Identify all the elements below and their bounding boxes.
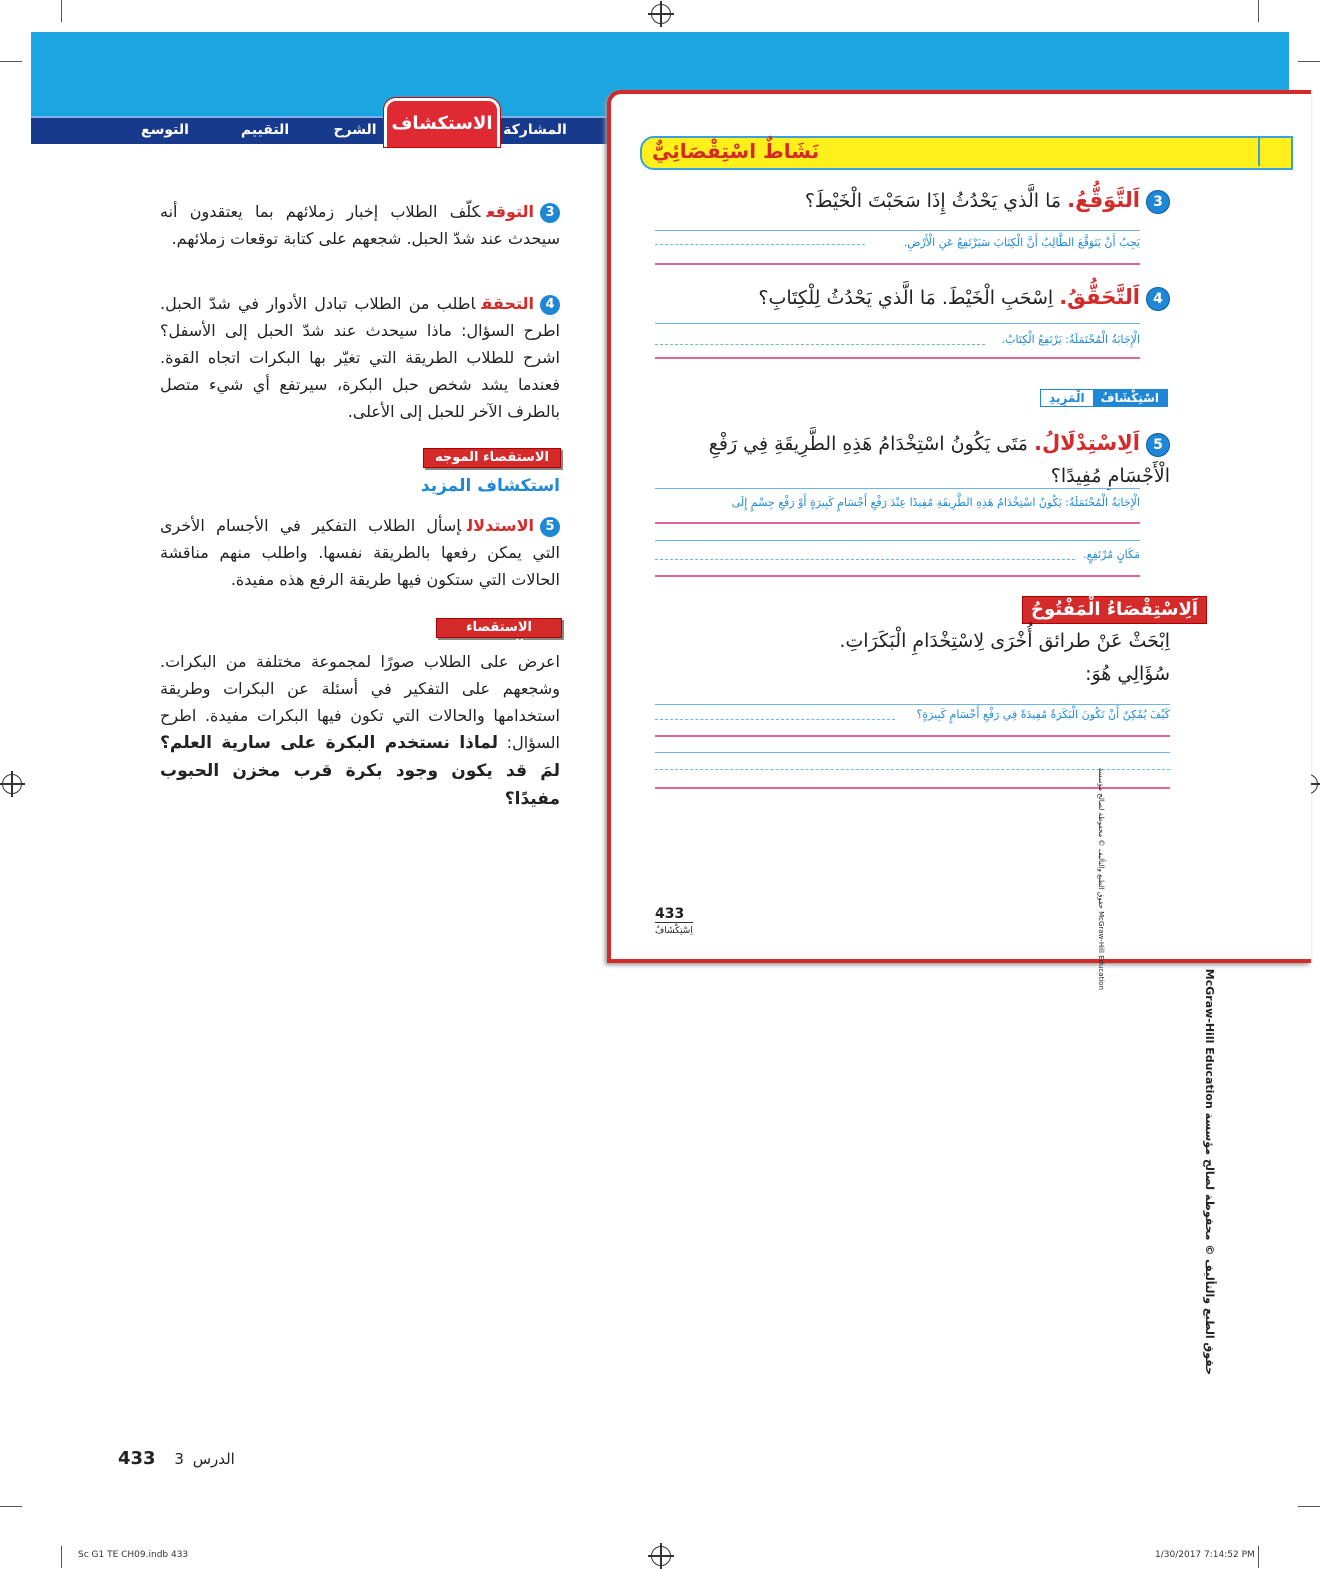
question-text: مَتَى يَكُونُ اسْتِخْدَامُ هَذِهِ الطَّرِيقَةِ فِي رَفْعِ الْأَجْسَامِ مُفِيدًا؟ bbox=[708, 433, 1170, 487]
item-text: كلّف الطلاب إخبار زملائهم بما يعتقدون أنه سيحدث عند شدّ الحبل. شجعهم على كتابة توقعات زملائهم. bbox=[160, 202, 560, 248]
question-keyword: اَلِاسْتِدْلَالُ. bbox=[1033, 431, 1140, 455]
explore-tag-part-b: الْمَزِيدِ bbox=[1049, 391, 1085, 405]
teacher-item-3 bbox=[160, 198, 560, 252]
answer-line bbox=[655, 488, 1140, 489]
teacher-item-5 bbox=[160, 512, 560, 593]
panel-page-label: اِسْتِكْشَافٌ bbox=[655, 926, 693, 936]
slug-right: 1/30/2017 7:14:52 PM bbox=[1155, 1550, 1255, 1560]
title-bar-divider bbox=[1258, 136, 1260, 166]
question-4 bbox=[758, 285, 1170, 311]
activity-title: نَشَاطٌ اسْتِقْصَائِيٌّ bbox=[652, 139, 820, 163]
tab-expansion[interactable]: التوسع bbox=[141, 122, 189, 138]
question-text: اِسْحَبِ الْخَيْطَ. مَا الَّذي يَحْدُثُ لِلْكِتَابِ؟ bbox=[758, 287, 1054, 309]
answer-baseline bbox=[655, 357, 1140, 359]
open-inquiry-line-2: سُؤَالِي هُوَ: bbox=[1085, 663, 1170, 685]
lesson-number: 3 bbox=[174, 1450, 184, 1468]
crop-mark bbox=[1298, 1506, 1320, 1507]
registration-mark-icon bbox=[651, 4, 671, 24]
open-inquiry-body: اعرض على الطلاب صورًا لمجموعة مختلفة من البكرات. وشجعهم على التفكير في أسئلة عن البكرات وطريقة استخدامها والحالات التي تكون فيها البكرات مفيدة. اطرح السؤال: bbox=[160, 652, 560, 752]
answer-baseline bbox=[655, 522, 1140, 524]
open-inquiry-line-1: اِبْحَثْ عَنْ طرائق أُخْرَى لِاسْتِخْدَامِ الْبَكَرَاتِ. bbox=[839, 630, 1170, 652]
registration-mark-icon bbox=[2, 774, 22, 794]
crop-mark bbox=[1298, 61, 1320, 62]
item-text: اطلب من الطلاب تبادل الأدوار في شدّ الحبل. اطرح السؤال: ماذا سيحدث عند شدّ الحبل إلى الأسفل؟ اشرح للطلاب الطريقة التي تغيّر بها البكرات اتجاه القوة. فعندما يشد شخص حبل البكرة، سيرتفع أي شيء متصل بالطرف الآخر للحبل إلى الأعلى. bbox=[160, 294, 560, 421]
answer-line bbox=[655, 540, 1140, 541]
explore-more-tag bbox=[1040, 389, 1168, 407]
item-keyword: التحقق bbox=[481, 294, 534, 313]
answer-guide bbox=[655, 244, 865, 245]
item-number: 4 bbox=[540, 295, 560, 315]
answer-line bbox=[655, 323, 1140, 324]
crop-mark bbox=[1258, 1546, 1259, 1568]
answer-text: الْإِجَابَةُ الْمُحْتَمَلَةُ: يَرْتَفِعُ الْكِتَابُ. bbox=[1001, 333, 1140, 346]
open-answer-text: كَيْفَ يُمْكِنُ أَنْ تَكُونَ الْبَكَرَةُ مُفِيدَةً فِي رَفْعِ أَجْسَامٍ كَبِيرَةٍ؟ bbox=[916, 708, 1170, 721]
answer-line bbox=[655, 704, 1170, 705]
explore-more-heading: استكشاف المزيد bbox=[420, 476, 560, 496]
answer-baseline bbox=[655, 263, 1140, 265]
item-text: إسأل الطلاب التفكير في الأجسام الأخرى التي يمكن رفعها بالطريقة نفسها. واطلب منهم مناقشة الحالات التي ستكون فيها طريقة الرفع هذه مفيدة. bbox=[160, 516, 560, 589]
question-keyword: اَلتَّحَقُّقُ. bbox=[1059, 285, 1140, 309]
answer-guide bbox=[655, 769, 1170, 770]
answer-baseline bbox=[655, 575, 1140, 577]
question-number: 3 bbox=[1146, 190, 1170, 214]
question-text: مَا الَّذي يَحْدُثُ إِذَا سَحَبْتَ الْخَيْطَ؟ bbox=[804, 190, 1062, 212]
tab-exploration[interactable]: الاستكشاف bbox=[384, 98, 500, 147]
question-5 bbox=[670, 427, 1170, 492]
explore-tag-part-a: اسْتِكْشَافُ bbox=[1093, 390, 1167, 406]
answer-guide bbox=[655, 559, 1075, 560]
tab-participation[interactable]: المشاركة bbox=[503, 122, 567, 138]
item-keyword: الاستدلال bbox=[467, 516, 534, 535]
student-page-panel bbox=[607, 90, 1311, 963]
answer-text: الْإِجَابَةُ الْمُحْتَمَلَةُ: يَكُونُ اسْتِخْدَامُ هَذِهِ الطَّرِيقَةِ مُفِيدًا عِنْدَ رَفْعِ أَجْسَامٍ كَبِيرَةٍ أَوْ رَفْعِ جِسْمٍ إِلَى bbox=[731, 496, 1140, 509]
tab-evaluation[interactable]: التقييم bbox=[240, 122, 290, 138]
lesson-footer bbox=[118, 1448, 235, 1469]
crop-mark bbox=[61, 0, 62, 22]
tab-explanation[interactable]: الشرح bbox=[333, 122, 377, 138]
crop-mark bbox=[1258, 0, 1259, 22]
question-3 bbox=[805, 188, 1170, 214]
crop-mark bbox=[0, 1506, 22, 1507]
guided-inquiry-tag: الاستقصاء الموجه bbox=[423, 448, 561, 468]
answer-guide bbox=[655, 344, 985, 345]
item-keyword: التوقع bbox=[486, 202, 534, 221]
answer-baseline bbox=[655, 787, 1170, 789]
open-inquiry-question: لماذا نستخدم البكرة على سارية العلم؟ لمَ قد يكون وجود بكرة قرب مخزن الحبوب مفيدًا؟ bbox=[160, 733, 560, 809]
item-number: 3 bbox=[540, 203, 560, 223]
answer-text: يَجِبُ أَنْ يَتَوَقَّعَ الطَّالِبُ أَنَّ الْكِتَابَ سَيَرْتَفِعُ عَنِ الْأَرْضِ. bbox=[903, 236, 1140, 249]
item-number: 5 bbox=[540, 517, 560, 537]
answer-baseline bbox=[655, 735, 1170, 737]
question-number: 4 bbox=[1146, 287, 1170, 311]
panel-page-number: 433 bbox=[655, 906, 693, 923]
answer-line bbox=[655, 752, 1170, 753]
question-number: 5 bbox=[1146, 433, 1170, 457]
slug-left: Sc G1 TE CH09.indb 433 bbox=[78, 1550, 189, 1560]
lesson-label: الدرس bbox=[192, 1450, 235, 1468]
answer-line bbox=[655, 230, 1140, 231]
crop-mark bbox=[61, 1546, 62, 1568]
open-inquiry-tag: الاستقصاء المفتوح bbox=[436, 618, 562, 638]
registration-mark-icon bbox=[651, 1546, 671, 1566]
answer-guide bbox=[655, 719, 895, 720]
open-inquiry-text bbox=[160, 648, 560, 813]
page-number: 433 bbox=[118, 1448, 156, 1469]
panel-publisher-note: McGraw-Hill Education حقوق الطبع والتأليف © محفوظة لصالح مؤسسة bbox=[1097, 767, 1105, 990]
answer-text: مَكَانٍ مُرْتَفِعٍ. bbox=[1083, 548, 1140, 561]
crop-mark bbox=[0, 61, 22, 62]
open-inquiry-student-tag: اَلِاسْتِقْصَاءُ الْمَفْتُوحُ bbox=[1022, 596, 1207, 624]
side-credit: حقوق الطبع والتأليف © محفوظة لصالح مؤسسة McGraw-Hill Education bbox=[1203, 968, 1216, 1375]
question-keyword: اَلتَّوَقُّعُ. bbox=[1067, 188, 1140, 212]
teacher-item-4 bbox=[160, 290, 560, 425]
